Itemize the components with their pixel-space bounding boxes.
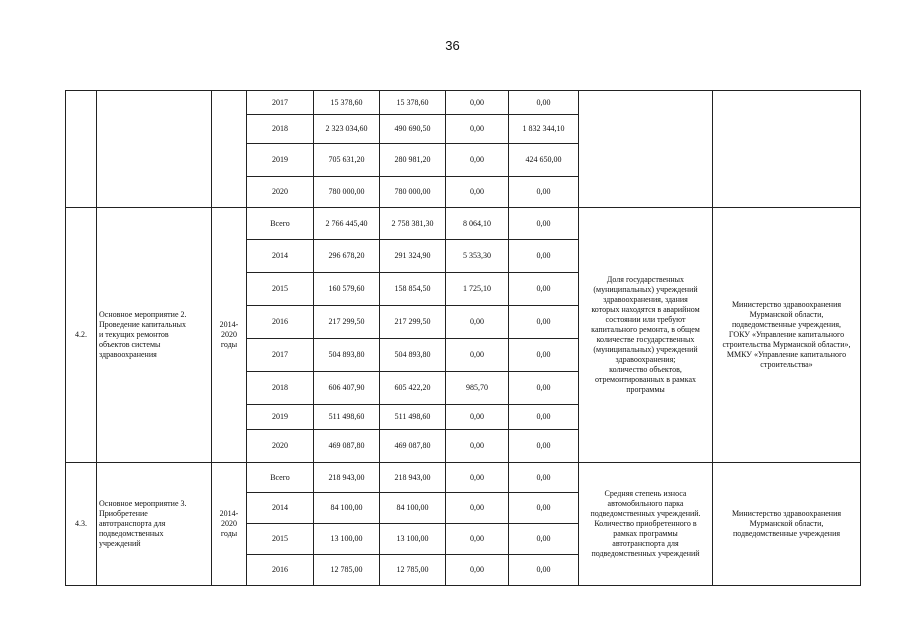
budget3-cell: 0,00 [509,306,579,339]
section-responsible [713,463,861,586]
total-cell: 511 498,60 [314,405,380,430]
budget3-cell: 1 832 344,10 [509,115,579,144]
year-cell: 2019 [247,144,314,177]
budget1-cell: 12 785,00 [380,555,446,586]
year-cell: 2020 [247,430,314,463]
section-responsible [713,91,861,208]
period-line: 2014- [219,320,239,329]
budget3-cell: 0,00 [509,273,579,306]
period-line: 2014- [219,509,239,518]
section-period [212,463,247,586]
year-cell: 2014 [247,493,314,524]
budget2-cell: 0,00 [446,430,509,463]
budget1-cell: 780 000,00 [380,177,446,208]
total-cell: 780 000,00 [314,177,380,208]
period-line: годы [220,529,238,538]
budget3-cell: 0,00 [509,372,579,405]
section-indicator [579,91,713,208]
responsible-line: ГОКУ «Управление капитального [728,330,845,339]
table-row [66,463,861,493]
total-cell: 2 766 445,40 [314,208,380,240]
budget3-cell: 0,00 [509,463,579,493]
section-title-line: и текущих ремонтов [99,330,169,339]
responsible-line: Мурманской области, [749,310,824,319]
responsible-line: подведомственные учреждения [732,529,841,538]
indicator-line: Количество приобретенного в [594,519,697,528]
budget2-cell: 1 725,10 [446,273,509,306]
indicator-line: Доля государственных [606,275,685,284]
budget2-cell: 0,00 [446,339,509,372]
budget3-cell: 0,00 [509,555,579,586]
budget1-cell: 504 893,80 [380,339,446,372]
section-indicator [579,463,713,586]
indicator-line: (муниципальных) учреждений [593,345,698,354]
section-title-line: учреждений [99,539,141,548]
total-cell: 218 943,00 [314,463,380,493]
budget3-cell: 0,00 [509,430,579,463]
table-row [66,208,861,240]
budget1-cell: 605 422,20 [380,372,446,405]
total-cell: 296 678,20 [314,240,380,273]
budget2-cell: 0,00 [446,177,509,208]
section-period [212,91,247,208]
indicator-line: (муниципальных) учреждений [593,285,698,294]
section-number: 4.3. [66,463,97,586]
budget1-cell: 469 087,80 [380,430,446,463]
budget1-cell: 490 690,50 [380,115,446,144]
program-table [65,90,861,586]
section-period [212,208,247,463]
indicator-line: подведомственных учреждений [591,549,700,558]
budget3-cell: 0,00 [509,91,579,115]
year-cell: 2014 [247,240,314,273]
budget3-cell: 424 650,00 [509,144,579,177]
budget3-cell: 0,00 [509,524,579,555]
budget1-cell: 217 299,50 [380,306,446,339]
year-cell: 2020 [247,177,314,208]
responsible-line: строительства» [760,360,813,369]
responsible-line: строительства Мурманской области», [722,340,851,349]
responsible-line: Министерство здравоохранения [731,509,842,518]
total-cell: 504 893,80 [314,339,380,372]
budget2-cell: 0,00 [446,91,509,115]
year-cell: Всего [247,463,314,493]
responsible-line: ММКУ «Управление капитального [726,350,847,359]
period-line: 2020 [221,330,237,339]
year-cell: 2017 [247,339,314,372]
year-cell: 2015 [247,524,314,555]
budget2-cell: 0,00 [446,405,509,430]
year-cell: 2015 [247,273,314,306]
budget2-cell: 8 064,10 [446,208,509,240]
total-cell: 606 407,90 [314,372,380,405]
indicator-line: подведомственных учреждений. [590,509,701,518]
indicator-line: автотранспорта для [612,539,679,548]
total-cell: 13 100,00 [314,524,380,555]
budget3-cell: 0,00 [509,177,579,208]
total-cell: 15 378,60 [314,91,380,115]
section-title-line: Проведение капитальных [99,320,186,329]
indicator-line: рамках программы [613,529,678,538]
section-number: 4.2. [66,208,97,463]
total-cell: 84 100,00 [314,493,380,524]
indicator-line: отремонтированных в рамках [594,375,697,384]
total-cell: 2 323 034,60 [314,115,380,144]
budget1-cell: 291 324,90 [380,240,446,273]
budget2-cell: 0,00 [446,144,509,177]
budget3-cell: 0,00 [509,208,579,240]
table-row [66,91,861,115]
budget2-cell: 0,00 [446,524,509,555]
total-cell: 469 087,80 [314,430,380,463]
section-title [97,463,212,586]
budget2-cell: 0,00 [446,493,509,524]
indicator-line: Средняя степень износа [604,489,687,498]
responsible-line: подведомственные учреждения, [731,320,842,329]
year-cell: 2018 [247,115,314,144]
budget3-cell: 0,00 [509,405,579,430]
budget2-cell: 0,00 [446,463,509,493]
section-title [97,91,212,208]
section-title-line: Приобретение [99,509,148,518]
year-cell: Всего [247,208,314,240]
indicator-line: здравоохранения; [615,355,676,364]
period-line: 2020 [221,519,237,528]
year-cell: 2018 [247,372,314,405]
budget3-cell: 0,00 [509,339,579,372]
section-title-line: автотранспорта для [99,519,166,528]
indicator-line: программы [626,385,665,394]
section-title-line: Основное мероприятие 2. [99,310,187,319]
indicator-line: количестве государственных [596,335,695,344]
budget1-cell: 2 758 381,30 [380,208,446,240]
section-title-line: Основное мероприятие 3. [99,499,187,508]
section-responsible [713,208,861,463]
section-indicator [579,208,713,463]
page-number: 36 [445,38,460,53]
section-title [97,208,212,463]
year-cell: 2019 [247,405,314,430]
total-cell: 160 579,60 [314,273,380,306]
total-cell: 217 299,50 [314,306,380,339]
budget1-cell: 15 378,60 [380,91,446,115]
total-cell: 705 631,20 [314,144,380,177]
section-title-line: здравоохранения [99,350,157,359]
budget1-cell: 511 498,60 [380,405,446,430]
year-cell: 2016 [247,306,314,339]
budget3-cell: 0,00 [509,493,579,524]
budget1-cell: 158 854,50 [380,273,446,306]
budget3-cell: 0,00 [509,240,579,273]
responsible-line: Министерство здравоохранения [731,300,842,309]
section-number [66,91,97,208]
budget1-cell: 13 100,00 [380,524,446,555]
budget2-cell: 0,00 [446,555,509,586]
budget1-cell: 84 100,00 [380,493,446,524]
indicator-line: капитального ремонта, в общем [591,325,700,334]
indicator-line: количество объектов, [609,365,682,374]
budget1-cell: 280 981,20 [380,144,446,177]
budget1-cell: 218 943,00 [380,463,446,493]
budget2-cell: 0,00 [446,115,509,144]
indicator-line: здравоохранения, здания [603,295,688,304]
budget2-cell: 5 353,30 [446,240,509,273]
period-line: годы [220,340,238,349]
responsible-line: Мурманской области, [749,519,824,528]
year-cell: 2017 [247,91,314,115]
total-cell: 12 785,00 [314,555,380,586]
indicator-line: которых находятся в аварийном [591,305,700,314]
budget2-cell: 985,70 [446,372,509,405]
indicator-line: автомобильного парка [607,499,684,508]
budget2-cell: 0,00 [446,306,509,339]
section-title-line: объектов системы [99,340,161,349]
indicator-line: состоянии или требуют [605,315,686,324]
year-cell: 2016 [247,555,314,586]
section-title-line: подведомственных [99,529,164,538]
